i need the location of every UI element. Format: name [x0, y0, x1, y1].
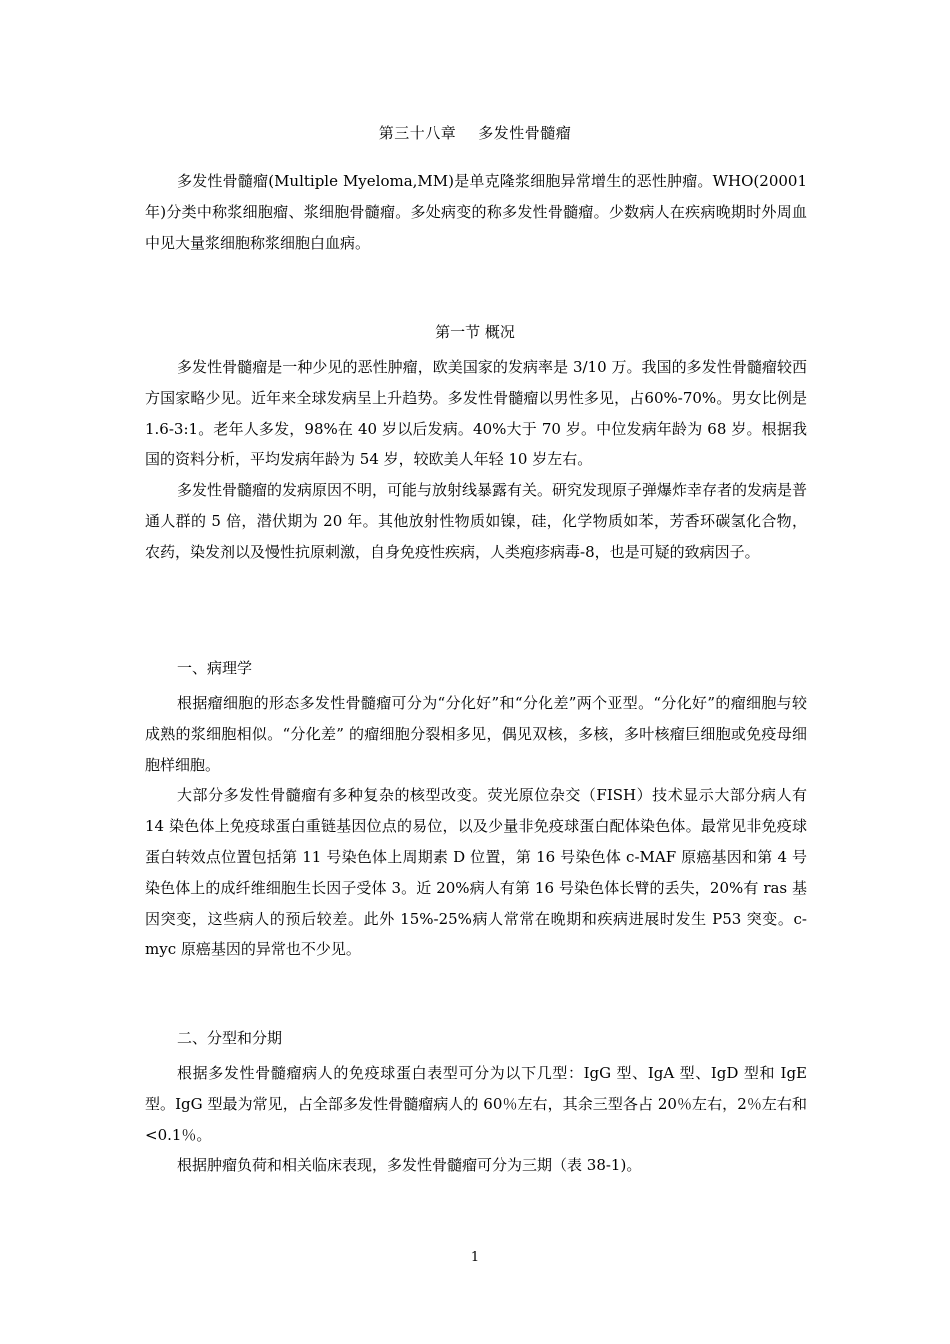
- paragraph: 大部分多发性骨髓瘤有多种复杂的核型改变。荧光原位杂交（FISH）技术显示大部分病人有 14 染色体上免疫球蛋白重链基因位点的易位，以及少量非免疫球蛋白配体染色体。最常见非免疫球蛋白转效点位置包括第 11 号染色体上周期素 D 位置，第 16 号染色体 c-MAF 原癌基因和第 4 号染色体上的成纤维细胞生长因子受体 3。近 20%病人有第 16 号染色体长臂的丢失，20%有 ras 基因突变，这些病人的预后较差。此外 15%-25%病人常常在晚期和疾病进展时发生 P53 突变。c-myc 原癌基因的异常也不少见。: [145, 786, 807, 959]
- page-number: 1: [470, 1250, 480, 1265]
- subheading-pathology: 一、病理学: [177, 659, 253, 677]
- intro-block: [145, 166, 807, 258]
- paragraph: 多发性骨髓瘤的发病原因不明，可能与放射线暴露有关。研究发现原子弹爆炸幸存者的发病是普通人群的 5 倍，潜伏期为 20 年。其他放射性物质如镍，硅，化学物质如苯，芳香环碳氢化合物，农药，染发剂以及慢性抗原刺激，自身免疫性疾病，人类疱疹病毒-8，也是可疑的致病因子。: [145, 481, 808, 561]
- chapter-number: 第三十八章: [378, 124, 457, 142]
- paragraph: 多发性骨髓瘤是一种少见的恶性肿瘤，欧美国家的发病率是 3/10 万。我国的多发性骨髓瘤较西方国家略少见。近年来全球发病呈上升趋势。多发性骨髓瘤以男性多见，占60%-70%。男女比例是 1.6-3:1。老年人多发，98%在 40 岁以后发病。40%大于 70 岁。中位发病年龄为 68 岁。根据我国的资料分析，平均发病年龄为 54 岁，较欧美人年轻 10 岁左右。: [145, 358, 807, 469]
- pathology-body: [145, 688, 807, 965]
- paragraph: 根据多发性骨髓瘤病人的免疫球蛋白表型可分为以下几型：IgG 型、IgA 型、IgD 型和 IgE 型。IgG 型最为常见，占全部多发性骨髓瘤病人的 60％左右，其余三型各占 20％左右，2％左右和<0.1％。: [145, 1064, 807, 1144]
- chapter-name: 多发性骨髓瘤: [478, 124, 572, 142]
- chapter-title: [0, 122, 950, 143]
- paragraph: 根据肿瘤负荷和相关临床表现，多发性骨髓瘤可分为三期（表 38-1)。: [177, 1156, 642, 1175]
- intro-paragraph: 多发性骨髓瘤(Multiple Myeloma,MM)是单克隆浆细胞异常增生的恶性肿瘤。WHO(20001 年)分类中称浆细胞瘤、浆细胞骨髓瘤。多处病变的称多发性骨髓瘤。少数病人在疾病晚期时外周血中见大量浆细胞称浆细胞白血病。: [145, 172, 807, 252]
- section-title: 第一节 概况: [435, 323, 515, 341]
- paragraph: 根据瘤细胞的形态多发性骨髓瘤可分为“分化好”和“分化差”两个亚型。“分化好”的瘤细胞与较成熟的浆细胞相似。“分化差” 的瘤细胞分裂相多见，偶见双核，多核，多叶核瘤巨细胞或免疫母细胞样细胞。: [145, 694, 807, 774]
- subheading-classification: 二、分型和分期: [177, 1029, 283, 1047]
- section1-body: [145, 352, 807, 568]
- classification-body: [145, 1058, 807, 1181]
